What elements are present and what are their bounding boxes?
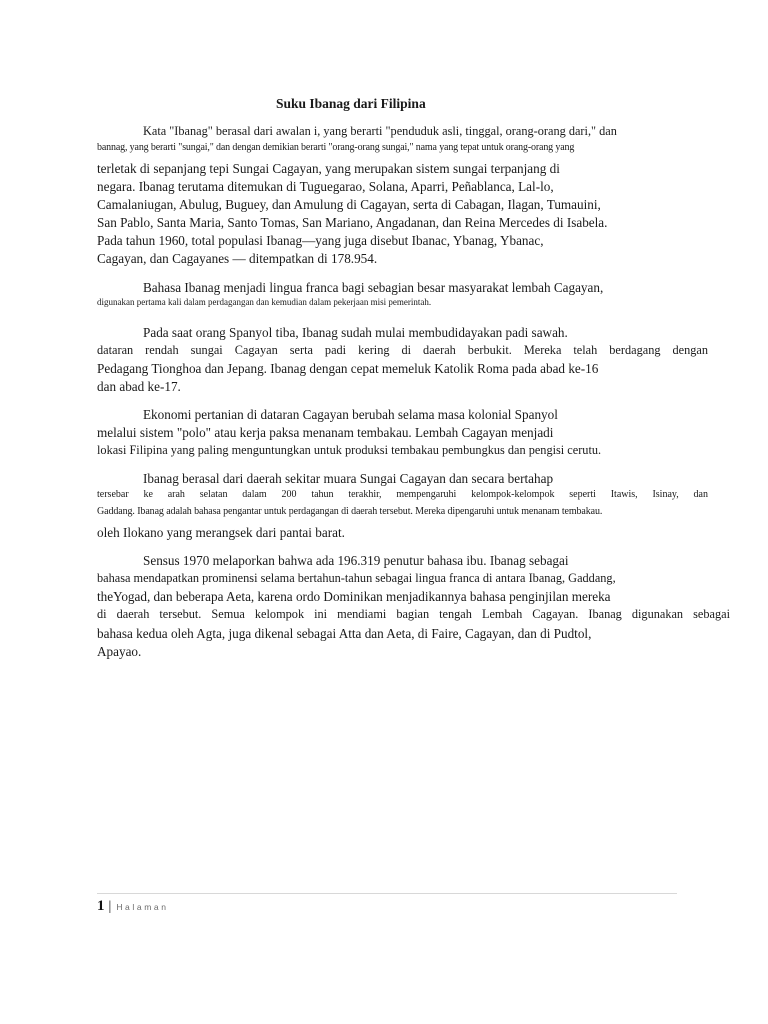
paragraph-line: Pada tahun 1960, total populasi Ibanag—yang juga disebut Ibanac, Ybanag, Ybanac, bbox=[97, 233, 544, 248]
paragraph-line: negara. Ibanag terutama ditemukan di Tuguegarao, Solana, Aparri, Peñablanca, Lal-lo, bbox=[97, 179, 554, 194]
paragraph-line: melalui sistem "polo" atau kerja paksa menanam tembakau. Lembah Cagayan menjadi bbox=[97, 425, 554, 440]
paragraph-line: bahasa kedua oleh Agta, juga dikenal sebagai Atta dan Aeta, di Faire, Cagayan, dan di Pudtol, bbox=[97, 626, 592, 641]
footer-divider bbox=[97, 893, 677, 894]
paragraph-line: Cagayan, dan Cagayanes — ditempatkan di 178.954. bbox=[97, 251, 378, 266]
paragraph-line: di daerah tersebut. Semua kelompok ini mendiami bagian tengah Lembah Cagayan. Ibanag digunakan sebagai bbox=[97, 607, 730, 621]
paragraph-line: theYogad, dan beberapa Aeta, karena ordo Dominikan menjadikannya bahasa penginjilan mereka bbox=[97, 589, 611, 604]
paragraph-line: tersebar ke arah selatan dalam 200 tahun terakhir, mempengaruhi kelompok-kelompok seperti Itawis, Isinay, dan bbox=[97, 489, 708, 500]
paragraph-line: Pedagang Tionghoa dan Jepang. Ibanag dengan cepat memeluk Katolik Roma pada abad ke-16 bbox=[97, 361, 599, 376]
paragraph-line: lokasi Filipina yang paling menguntungkan untuk produksi tembakau pembungkus dan pengisi cerutu. bbox=[97, 443, 602, 457]
paragraph-line: Pada saat orang Spanyol tiba, Ibanag sudah mulai membudidayakan padi sawah. bbox=[143, 325, 568, 340]
document-title: Suku Ibanag dari Filipina bbox=[276, 96, 426, 111]
paragraph-line: Ekonomi pertanian di dataran Cagayan berubah selama masa kolonial Spanyol bbox=[143, 407, 558, 422]
paragraph-line: digunakan pertama kali dalam perdagangan dan kemudian dalam pekerjaan misi pemerintah. bbox=[97, 297, 432, 307]
paragraph-line: bahasa mendapatkan prominensi selama bertahun-tahun sebagai lingua franca di antara Ibanag, Gaddang, bbox=[97, 571, 616, 585]
page-footer bbox=[97, 898, 169, 914]
paragraph-line: dan abad ke-17. bbox=[97, 379, 181, 394]
paragraph-line: Sensus 1970 melaporkan bahwa ada 196.319 penutur bahasa ibu. Ibanag sebagai bbox=[143, 553, 569, 568]
paragraph-line: Kata "Ibanag" berasal dari awalan i, yang berarti "penduduk asli, tinggal, orang-orang dari," dan bbox=[143, 124, 617, 138]
paragraph-line: dataran rendah sungai Cagayan serta padi kering di daerah berbukit. Mereka telah berdagang dengan bbox=[97, 343, 708, 357]
paragraph-line: bannag, yang berarti "sungai," dan dengan demikian berarti "orang-orang sungai," nama yang tepat untuk orang-orang yang bbox=[97, 142, 575, 153]
paragraph-line: Bahasa Ibanag menjadi lingua franca bagi sebagian besar masyarakat lembah Cagayan, bbox=[143, 280, 604, 295]
page-label: Halaman bbox=[116, 902, 169, 912]
paragraph-line: Gaddang. Ibanag adalah bahasa pengantar untuk perdagangan di daerah tersebut. Mereka dipengaruhi untuk menanam tembakau. bbox=[97, 506, 603, 517]
paragraph-line: San Pablo, Santa Maria, Santo Tomas, San Mariano, Angadanan, dan Reina Mercedes di Isabela. bbox=[97, 215, 608, 230]
paragraph-line: terletak di sepanjang tepi Sungai Cagayan, yang merupakan sistem sungai terpanjang di bbox=[97, 161, 560, 176]
paragraph-line: Camalaniugan, Abulug, Buguey, dan Amulung di Cagayan, serta di Cabagan, Ilagan, Tumauini, bbox=[97, 197, 601, 212]
page-separator: | bbox=[108, 899, 112, 914]
paragraph-line: Apayao. bbox=[97, 644, 142, 659]
page-number: 1 bbox=[97, 898, 105, 914]
paragraph-line: oleh Ilokano yang merangsek dari pantai barat. bbox=[97, 525, 345, 540]
paragraph-line: Ibanag berasal dari daerah sekitar muara Sungai Cagayan dan secara bertahap bbox=[143, 471, 554, 486]
